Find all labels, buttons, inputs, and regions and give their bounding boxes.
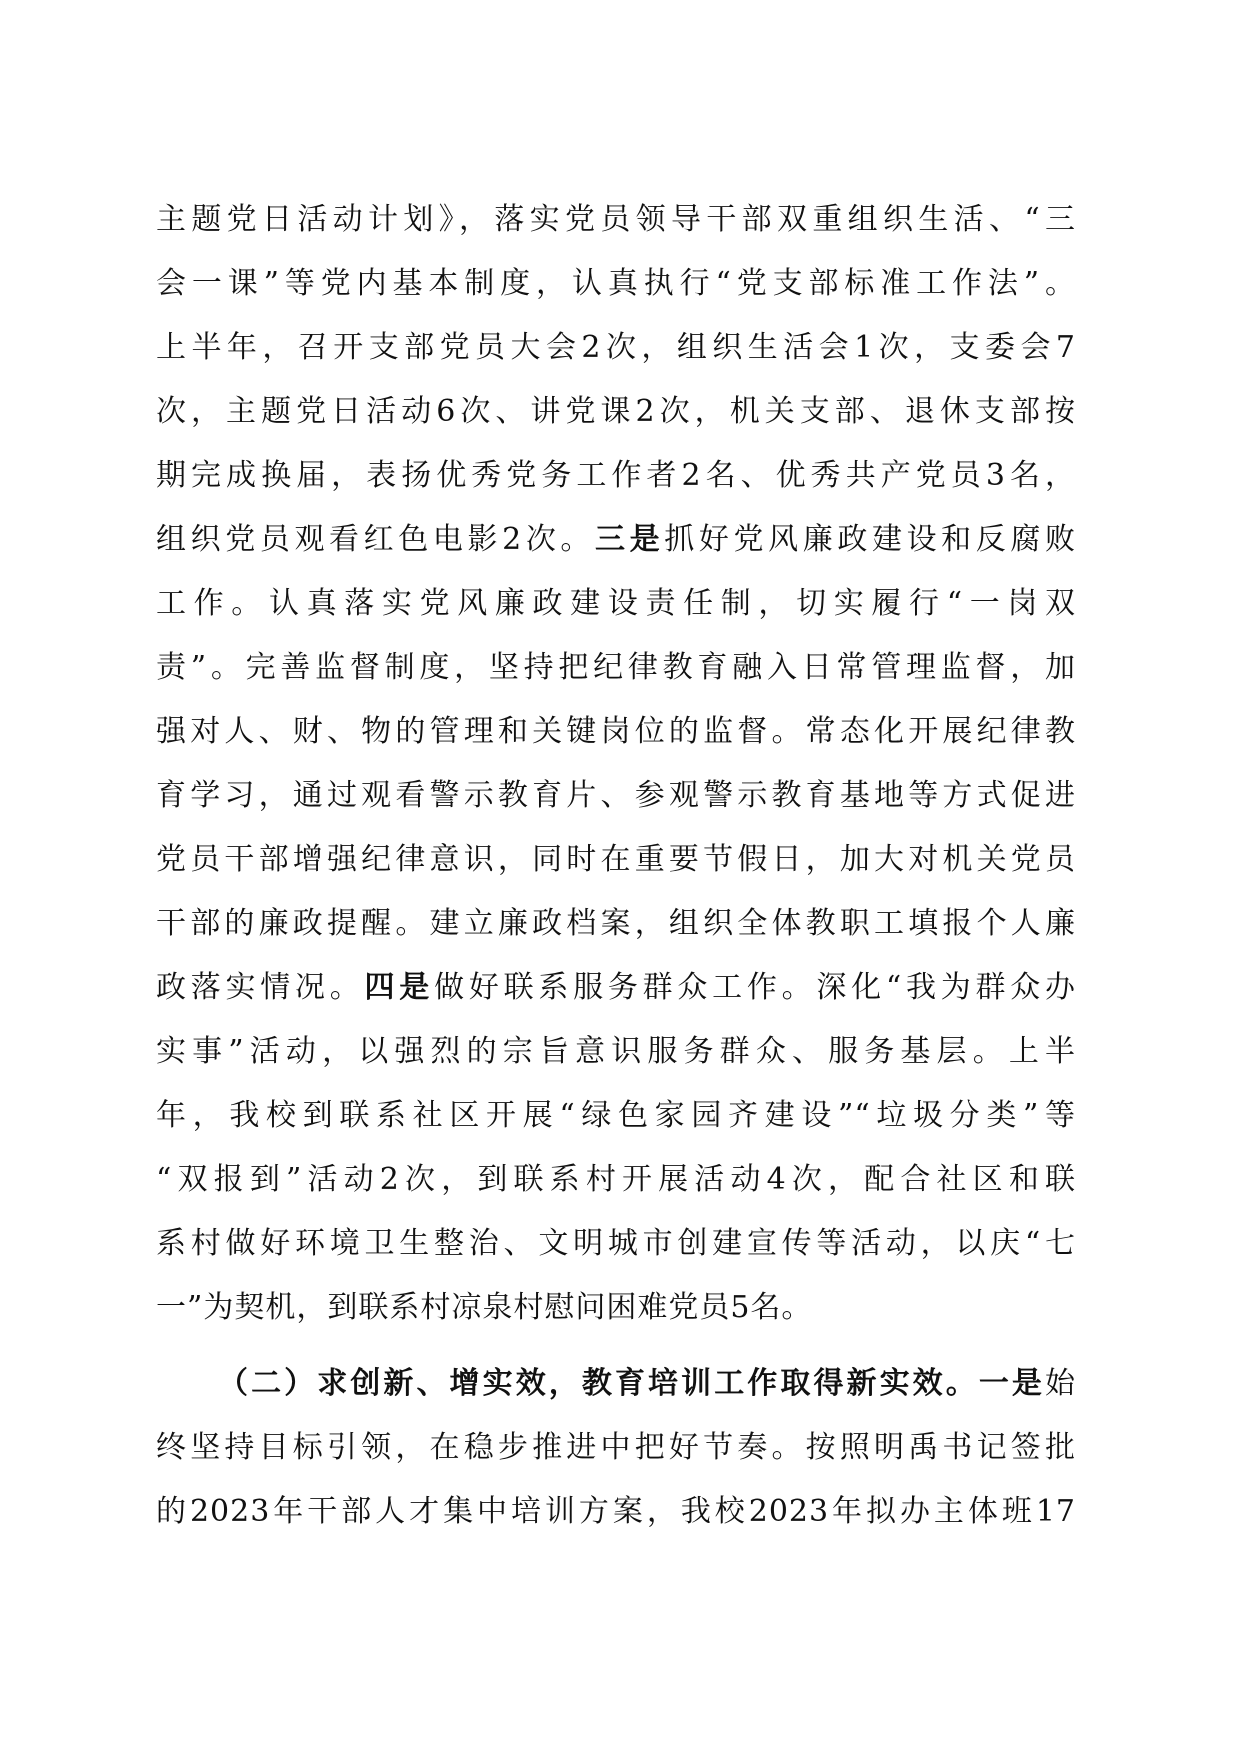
text-line: 的2023年干部人才集中培训方案，我校2023年拟办主体班17 xyxy=(156,1494,1076,1529)
text-line: 系村做好环境卫生整治、文明城市创建宣传等活动，以庆“七 xyxy=(156,1226,1076,1261)
paragraph-party-building xyxy=(156,188,1076,1340)
text-line: 年，我校到联系社区开展“绿色家园齐建设”“垃圾分类”等 xyxy=(156,1098,1076,1133)
text-line: 育学习，通过观看警示教育片、参观警示教育基地等方式促进 xyxy=(156,778,1076,813)
text-line: 终坚持目标引领，在稳步推进中把好节奏。按照明禹书记签批 xyxy=(156,1430,1076,1465)
paragraph-training xyxy=(156,1352,1076,1544)
text-line: 次，主题党日活动6次、讲党课2次，机关支部、退休支部按 xyxy=(156,394,1076,429)
text-line: 一”为契机，到联系村凉泉村慰问困难党员5名。 xyxy=(156,1290,813,1325)
text-run: 始 xyxy=(1045,1366,1076,1401)
text-line: 上半年，召开支部党员大会2次，组织生活会1次，支委会7 xyxy=(156,330,1076,365)
text-line xyxy=(156,508,1076,572)
text-run: 政落实情况。 xyxy=(156,970,365,1005)
text-run: 组织党员观看红色电影2次。 xyxy=(156,522,596,557)
section-heading: （二）求创新、增实效，教育培训工作取得新实效。一是 xyxy=(218,1366,1045,1401)
bold-marker-third: 三是 xyxy=(595,522,665,557)
text-line: 工作。认真落实党风廉政建设责任制，切实履行“一岗双 xyxy=(156,586,1076,621)
text-line xyxy=(156,956,1076,1020)
text-line: 责”。完善监督制度，坚持把纪律教育融入日常管理监督，加 xyxy=(156,650,1076,685)
text-line: 主题党日活动计划》，落实党员领导干部双重组织生活、“三 xyxy=(156,202,1076,237)
bold-marker-fourth: 四是 xyxy=(364,970,435,1005)
text-line: 会一课”等党内基本制度，认真执行“党支部标准工作法”。 xyxy=(156,266,1076,301)
text-line: 实事”活动，以强烈的宗旨意识服务群众、服务基层。上半 xyxy=(156,1034,1076,1069)
text-line: 强对人、财、物的管理和关键岗位的监督。常态化开展纪律教 xyxy=(156,714,1076,749)
text-line: 干部的廉政提醒。建立廉政档案，组织全体教职工填报个人廉 xyxy=(156,906,1076,941)
text-line: 期完成换届，表扬优秀党务工作者2名、优秀共产党员3名， xyxy=(156,458,1076,493)
text-run: 做好联系服务群众工作。深化“我为群众办 xyxy=(434,970,1077,1005)
section-heading-line xyxy=(156,1352,1076,1416)
text-line: 党员干部增强纪律意识，同时在重要节假日，加大对机关党员 xyxy=(156,842,1076,877)
body-text xyxy=(156,188,1076,1544)
text-run: 抓好党风廉政建设和反腐败 xyxy=(664,522,1077,557)
text-line: “双报到”活动2次，到联系村开展活动4次，配合社区和联 xyxy=(156,1162,1076,1197)
